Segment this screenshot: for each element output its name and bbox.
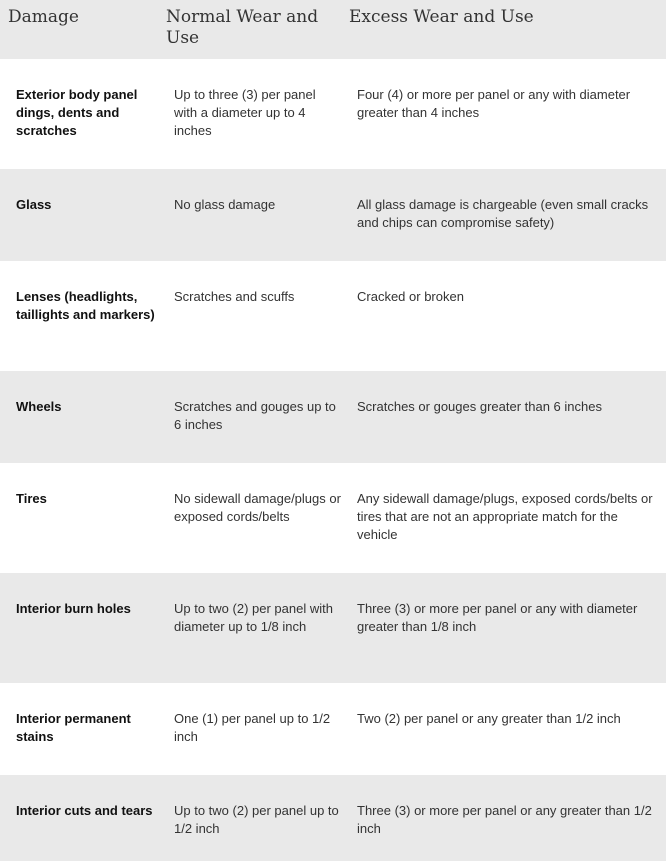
normal-cell: Up to two (2) per panel with diameter up to 1/8 inch [174,601,333,634]
header-normal-wear: Normal Wear and Use [166,7,319,48]
header-damage: Damage [8,7,79,27]
table-row [0,775,666,861]
damage-cell: Interior permanent stains [16,711,131,744]
normal-cell: One (1) per panel up to 1/2 inch [174,711,331,744]
damage-cell: Exterior body panel dings, dents and scratches [16,87,138,138]
table-row [0,683,666,775]
damage-cell: Interior burn holes [16,601,131,616]
excess-cell: Any sidewall damage/plugs, exposed cords/belts or tires that are not an appropriate match for the vehicle [357,491,653,542]
excess-cell: Two (2) per panel or any greater than 1/2 inch [357,711,621,726]
normal-cell: Up to three (3) per panel with a diameter up to 4 inches [174,87,316,138]
damage-cell: Tires [16,491,47,506]
damage-cell: Lenses (headlights, taillights and markers) [16,289,155,322]
table-header [0,0,666,59]
excess-cell: Three (3) or more per panel or any greater than 1/2 inch [357,803,652,836]
damage-cell: Glass [16,197,52,212]
normal-cell: Scratches and scuffs [174,289,295,304]
excess-cell: Cracked or broken [357,289,464,304]
normal-cell: Scratches and gouges up to 6 inches [174,399,336,432]
normal-cell: Up to two (2) per panel up to 1/2 inch [174,803,339,836]
table-row [0,573,666,683]
excess-cell: Scratches or gouges greater than 6 inches [357,399,602,414]
excess-cell: Three (3) or more per panel or any with diameter greater than 1/8 inch [357,601,638,634]
normal-cell: No glass damage [174,197,276,212]
excess-cell: All glass damage is chargeable (even small cracks and chips can compromise safety) [357,197,649,230]
normal-cell: No sidewall damage/plugs or exposed cords/belts [174,491,341,524]
excess-cell: Four (4) or more per panel or any with diameter greater than 4 inches [357,87,631,120]
table-row [0,169,666,261]
damage-cell: Interior cuts and tears [16,803,153,818]
table-row [0,261,666,371]
header-excess-wear: Excess Wear and Use [349,7,534,27]
table-row [0,371,666,463]
table-row [0,59,666,169]
damage-cell: Wheels [16,399,62,414]
table-row [0,463,666,573]
